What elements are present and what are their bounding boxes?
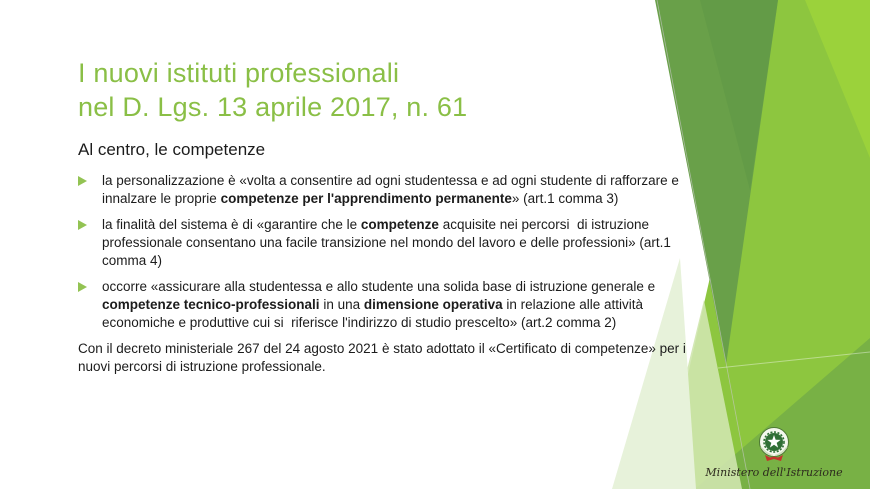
bullet-text-3: occorre «assicurare alla studentessa e allo studente una solida base di istruzione generale e competenze tecnico-professionali in una dimensione operativa in relazione alle attività economiche e produttive cui si riferisce l'indirizzo di studio prescelto» (art.2 comma 2) (102, 279, 659, 330)
closing-paragraph: Con il decreto ministeriale 267 del 24 agosto 2021 è stato adottato il «Certificato di competenze» per i nuovi percorsi di istruzione professionale. (78, 341, 690, 374)
arrow-bullet-icon (78, 282, 87, 292)
arrow-bullet-icon (78, 220, 87, 230)
bullet-list (78, 172, 700, 332)
title-line-1: I nuovi istituti professionali (78, 58, 400, 88)
italy-emblem-icon (757, 426, 791, 464)
slide-subtitle: Al centro, le competenze (78, 140, 266, 159)
bullet-text-1: la personalizzazione è «volta a consentire ad ogni studentessa e ad ogni studente di rafforzare e innalzare le proprie competenze per l'apprendimento permanente» (art.1 comma 3) (102, 173, 683, 206)
slide-content (78, 56, 700, 376)
ministry-logo-text: Ministero dell'Istruzione (705, 466, 843, 479)
title-line-2: nel D. Lgs. 13 aprile 2017, n. 61 (78, 92, 468, 122)
ministry-logo (694, 426, 854, 479)
bullet-text-2: la finalità del sistema è di «garantire che le competenze acquisite nei percorsi di istruzione professionale consentano una facile transizione nel mondo del lavoro e delle professioni» (art.1 comma 4) (102, 217, 675, 268)
bullet-item-2 (78, 216, 700, 270)
bullet-item-1 (78, 172, 700, 208)
slide-title (78, 56, 700, 124)
bullet-item-3 (78, 278, 700, 332)
arrow-bullet-icon (78, 176, 87, 186)
